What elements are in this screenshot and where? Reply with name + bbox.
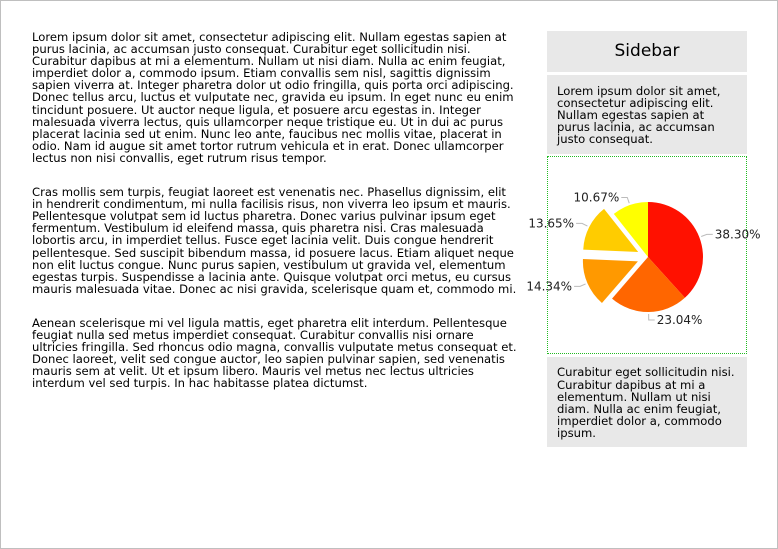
- pie-label-line: [701, 235, 713, 237]
- pie-label-line: [649, 314, 655, 320]
- pie-chart: [526, 156, 761, 354]
- paragraph-2: Cras mollis sem turpis, feugiat laoreet est venenatis nec. Phasellus dignissim, elit in hendrerit condimentum, mi nulla facilisis risus, non viverra leo ipsum et mauris. Pellentesque volutpat sem id luctus pharetra. Donec varius pulvinar ipsum eget fermentum. Vestibulum id eleifend massa, quis pharetra nisi. Cras malesuada lobortis arcu, in imperdiet tellus. Fusce eget lacinia velit. Duis congue hendrerit pellentesque. Sed suscipit bibendum massa, id posuere lacus. Etiam aliquet neque non elit luctus congue. Nunc purus sapien, vestibulum ut gravida vel, elementum egestas turpis. Suspendisse a lacinia ante. Quisque volutpat orci metus, eu cursus mauris malesuada vitae. Donec ac nisi gravida, scelerisque quam et, commodo mi.: [32, 185, 517, 296]
- sidebar-title: Sidebar: [547, 31, 747, 72]
- main-content: [32, 31, 520, 411]
- pie-label-line: [574, 284, 586, 286]
- pie-data-label: 23.04%: [656, 313, 703, 328]
- pie-label-line: [621, 198, 629, 204]
- paragraph-3: Aenean scelerisque mi vel ligula mattis, eget pharetra elit interdum. Pellentesque feugiat nulla sed metus imperdiet consequat. Curabitur convallis nisi ornare ultricies fringilla. Sed rhoncus odio magna, convallis vulputate metus consequat et. Donec laoreet, velit sed congue auctor, leo sapien pulvinar sapien, sed venenatis mauris sem at velit. Ut et ipsum libero. Mauris vel metus nec lectus ultricies interdum vel sed turpis. In hac habitasse platea dictumst.: [32, 315, 517, 391]
- pie-label-line: [576, 224, 587, 227]
- sidebar: [526, 31, 761, 447]
- pie-data-label: 38.30%: [714, 227, 761, 242]
- sidebar-text-bottom: Curabitur eget sollicitudin nisi. Curabitur dapibus at mi a elementum. Nullam ut nisi diam. Nulla ac enim feugiat, imperdiet dolor a, commodo ipsum.: [547, 357, 747, 447]
- pie-data-label: 10.67%: [573, 190, 620, 205]
- sidebar-text-top: Lorem ipsum dolor sit amet, consectetur adipiscing elit. Nullam egestas sapien at purus lacinia, ac accumsan justo consequat.: [547, 75, 747, 154]
- pie-data-label: 14.34%: [526, 279, 573, 294]
- paragraph-1: Lorem ipsum dolor sit amet, consectetur adipiscing elit. Nullam egestas sapien at purus lacinia, ac accumsan justo consequat. Curabitur eget sollicitudin nisi. Curabitur dapibus at mi a elementum. Nullam ut nisi diam. Nulla ac enim feugiat, imperdiet dolor a, commodo ipsum. Etiam convallis sem nisl, sagittis dignissim sapien viverra at. Integer pharetra dolor ut odio fringilla, quis porta orci adipiscing. Donec tellus arcu, luctus et vulputate nec, gravida eu ipsum. In eget nunc eu enim tincidunt posuere. Ut auctor neque ligula, et posuere arcu egestas in. Integer malesuada viverra lectus, quis ullamcorper neque tristique eu. Ut in dui ac purus placerat lacinia sed ut enim. Nunc leo ante, faucibus nec mollis vitae, placerat in odio. Nam id augue sit amet tortor rutrum vehicula et in erat. Donec ullamcorper lectus non nisi convallis, eget rutrum risus tempor.: [32, 30, 514, 165]
- pie-data-label: 13.65%: [528, 216, 575, 231]
- pie-chart-svg: [526, 157, 761, 355]
